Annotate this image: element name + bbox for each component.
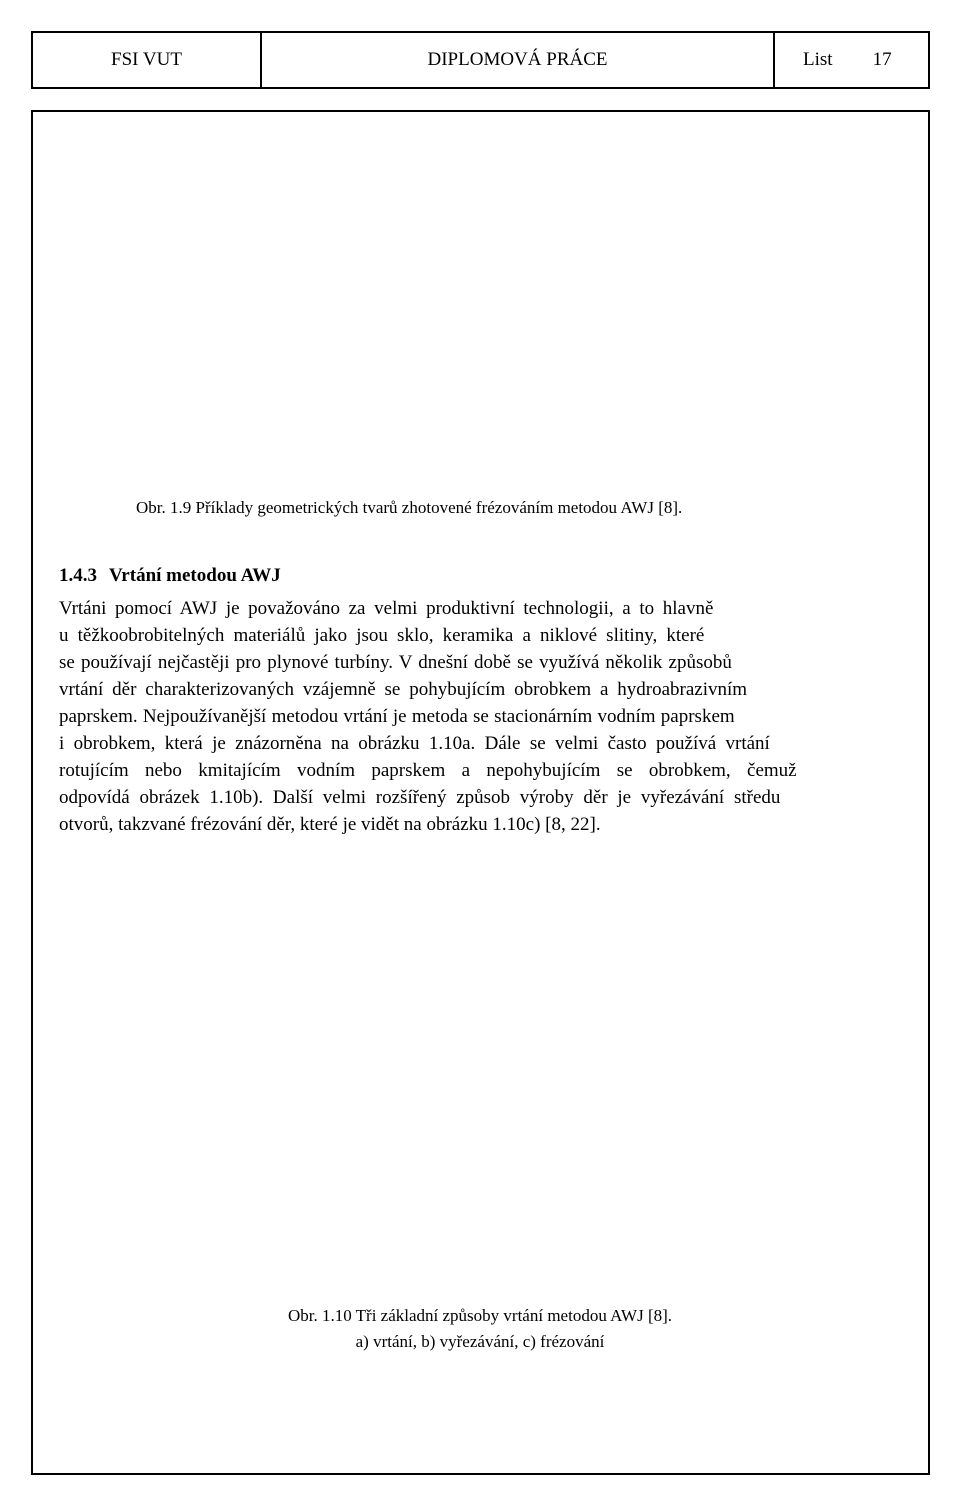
header-list — [775, 33, 928, 87]
figure-1-10-caption-line2: a) vrtání, b) vyřezávání, c) frézování — [355, 1332, 605, 1351]
paragraph-line: Vrtáni pomocí AWJ je považováno za velmi produktivní technologii, a to hlavně — [59, 598, 714, 619]
paragraph-line: odpovídá obrázek 1.10b). Další velmi rozšířený způsob výroby děr je vyřezávání středu — [59, 787, 781, 808]
paragraph-line: vrtání děr charakterizovaných vzájemně se pohybujícím obrobkem a hydroabrazivním — [59, 679, 748, 700]
paragraph-line: u těžkoobrobitelných materiálů jako jsou sklo, keramika a niklové slitiny, které — [59, 625, 705, 646]
paragraph-line: paprskem. Nejpoužívanější metodou vrtání je metoda se stacionárním vodním paprskem — [59, 706, 735, 727]
section-heading — [59, 565, 281, 587]
header-page-number: 17 — [872, 49, 892, 70]
paragraph-line: otvorů, takzvané frézování děr, které je vidět na obrázku 1.10c) [8, 22]. — [59, 814, 601, 835]
header-school: FSI VUT — [33, 33, 262, 87]
section-title: Vrtání metodou AWJ — [109, 565, 281, 586]
header-list-label: List — [803, 49, 833, 70]
figure-1-10-caption — [0, 1303, 960, 1355]
figure-1-10-caption-line1: Obr. 1.10 Tři základní způsoby vrtání metodou AWJ [8]. — [287, 1306, 673, 1325]
paragraph-line: rotujícím nebo kmitajícím vodním paprskem a nepohybujícím se obrobkem, čemuž — [59, 760, 797, 781]
paragraph-line: i obrobkem, která je znázorněna na obrázku 1.10a. Dále se velmi často používá vrtání — [59, 733, 770, 754]
section-number: 1.4.3 — [59, 565, 97, 586]
figure-1-9-caption: Obr. 1.9 Příklady geometrických tvarů zhotovené frézováním metodou AWJ [8]. — [136, 498, 683, 517]
paragraph-line: se používají nejčastěji pro plynové turbíny. V dnešní době se využívá několik způsobů — [59, 652, 732, 673]
page-header — [31, 31, 930, 89]
header-title: DIPLOMOVÁ PRÁCE — [262, 33, 775, 87]
